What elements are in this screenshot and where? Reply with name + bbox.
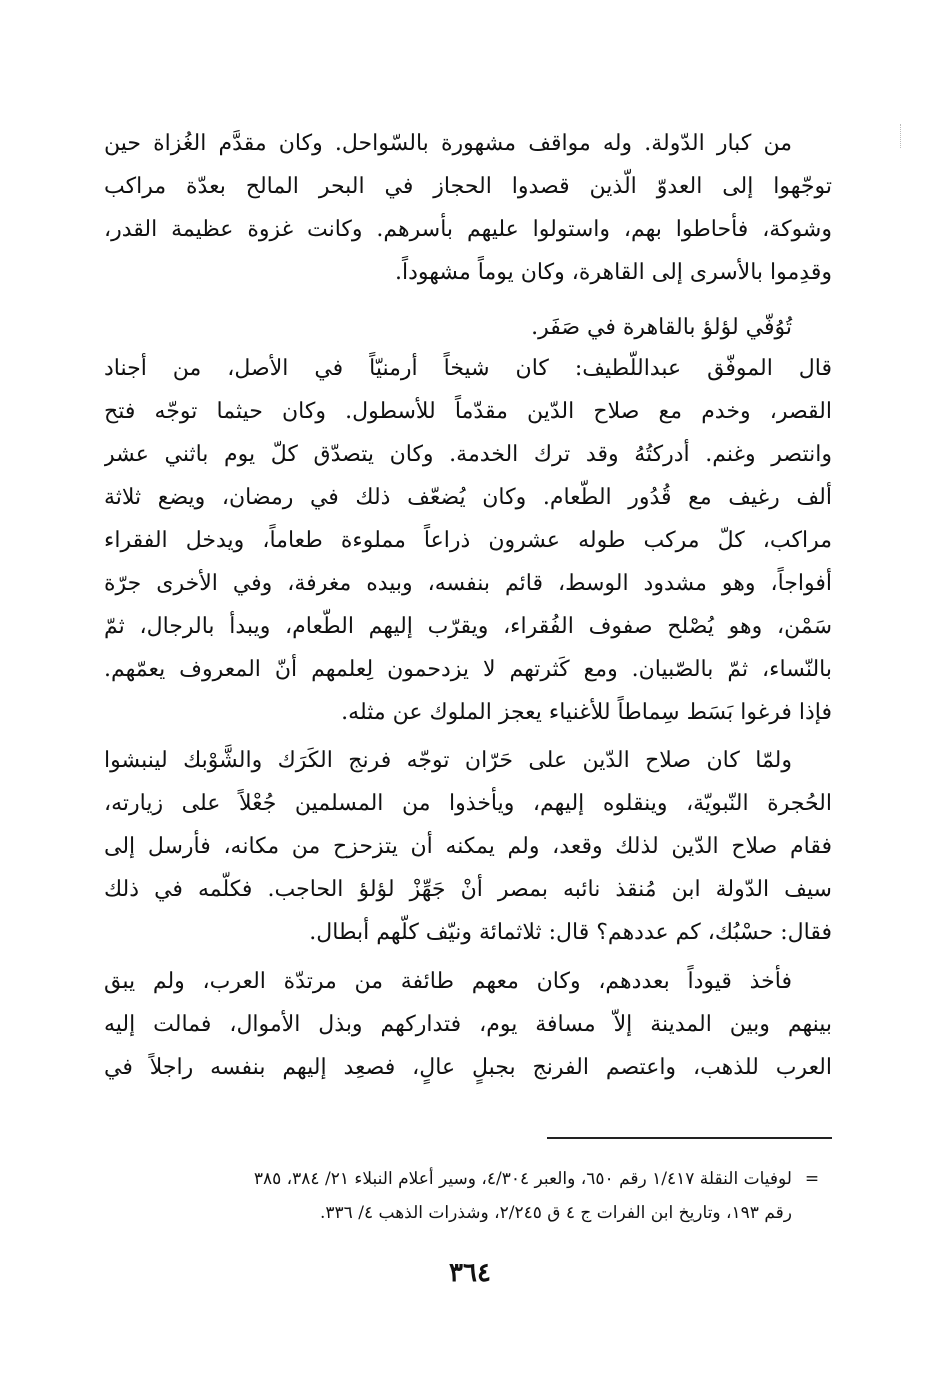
text-line: مراكب، كلّ مركب طوله عشرون ذراعاً مملوءة طعاماً، ويدخل الفقراء [104,528,832,553]
text-line: من كبار الدّولة. وله مواقف مشهورة بالسّواحل. وكان مقدَّم الغُزاة حين [104,131,792,156]
text-line: وانتصر وغنم. أدركتُهُ وقد ترك الخدمة. وكان يتصدّق كلّ يوم باثني عشر [104,442,832,467]
footnote-text: رقم ١٩٣، وتاريخ ابن الفرات ج ٤ ق ٢/٢٤٥، وشذرات الذهب ٤/ ٣٣٦. [320,1203,792,1223]
footnote-line [104,1162,832,1196]
footnote-line [104,1196,832,1230]
text-line: تُوُفّي لؤلؤ بالقاهرة في صَفَر. [531,315,792,340]
text-line: فقام صلاح الدّين لذلك وقعد، ولم يمكنه أن يتزحزح من مكانه، فأرسل إلى [104,834,832,859]
paragraph-4 [104,739,832,954]
text-line: العرب للذهب، واعتصم الفرنج بجبلٍ عالٍ، فصعِد إليهم بنفسه راجلاً في [104,1055,832,1080]
paragraph-2 [104,306,832,349]
text-line: وشوكة، فأحاطوا بهم، واستولوا عليهم بأسرهم. وكانت غزوة عظيمة القدر، [104,217,832,242]
page-number: ٣٦٤ [449,1258,491,1288]
text-line: فقال: حسْبُك، كم عددهم؟ قال: ثلاثمائة ونيّف كلّهم أبطال. [309,920,832,945]
text-line: بالنّساء، ثمّ بالصّبيان. ومع كَثرتهم لا يزدحمون لِعلمهم أنّ المعروف يعمّهم. [104,657,832,682]
text-line: القصر، وخدم مع صلاح الدّين مقدّماً للأسطول. وكان حيثما توجّه فتح [104,399,832,424]
margin-mark [900,124,909,148]
text-line: توجّهوا إلى العدوّ الّذين قصدوا الحجاز في البحر المالح بعدّة مراكب [104,174,832,199]
text-line: فإذا فرغوا بَسَط سِماطاً للأغنياء يعجز الملوك عن مثله. [341,700,832,725]
text-line: أفواجاً، وهو مشدود الوسط، قائم بنفسه، وبيده مغرفة، وفي الأخرى جرّة [104,571,832,596]
text-line: سَمْن، وهو يُصْلح صفوف الفُقراء، ويقرّب إليهم الطّعام، ويبدأ بالرجال، ثمّ [104,614,832,639]
text-line: ألف رغيف مع قُدُور الطّعام. وكان يُضعّف ذلك في رمضان، ويضع ثلاثة [104,485,832,510]
text-line: قال الموفّق عبداللّطيف: كان شيخاً أرمنيّاً في الأصل، من أجناد [104,356,832,381]
paragraph-3 [104,347,832,734]
paragraph-5 [104,960,832,1089]
text-line: ولمّا كان صلاح الدّين على حَرّان توجّه فرنج الكَرَك والشَّوْبك لينبشوا [104,748,792,773]
footnote [104,1162,832,1230]
footnote-text: لوفيات النقلة ١/٤١٧ رقم ٦٥٠، والعبر ٤/٣٠٤، وسير أعلام النبلاء ٢١/ ٣٨٤، ٣٨٥ [253,1169,792,1189]
footnote-marker: = [804,1169,820,1189]
text-line: وقدِموا بالأسرى إلى القاهرة، وكان يوماً مشهوداً. [395,260,832,285]
paragraph-1 [104,122,832,294]
text-line: فأخذ قيوداً بعددهم، وكان معهم طائفة من مرتدّة العرب، ولم يبق [104,969,792,994]
footnote-separator [547,1137,832,1139]
text-line: سيف الدّولة ابن مُنقذ نائبه بمصر أنْ جَهِّزْ لؤلؤ الحاجب. فكلّمه في ذلك [104,877,832,902]
text-line: الحُجرة النّبويّة، وينقلوه إليهم، ويأخذوا من المسلمين جُعْلاً على زيارته، [104,791,832,816]
text-line: بينهم وبين المدينة إلاّ مسافة يوم، فتداركهم وبذل الأموال، فمالت إليه [104,1012,832,1037]
